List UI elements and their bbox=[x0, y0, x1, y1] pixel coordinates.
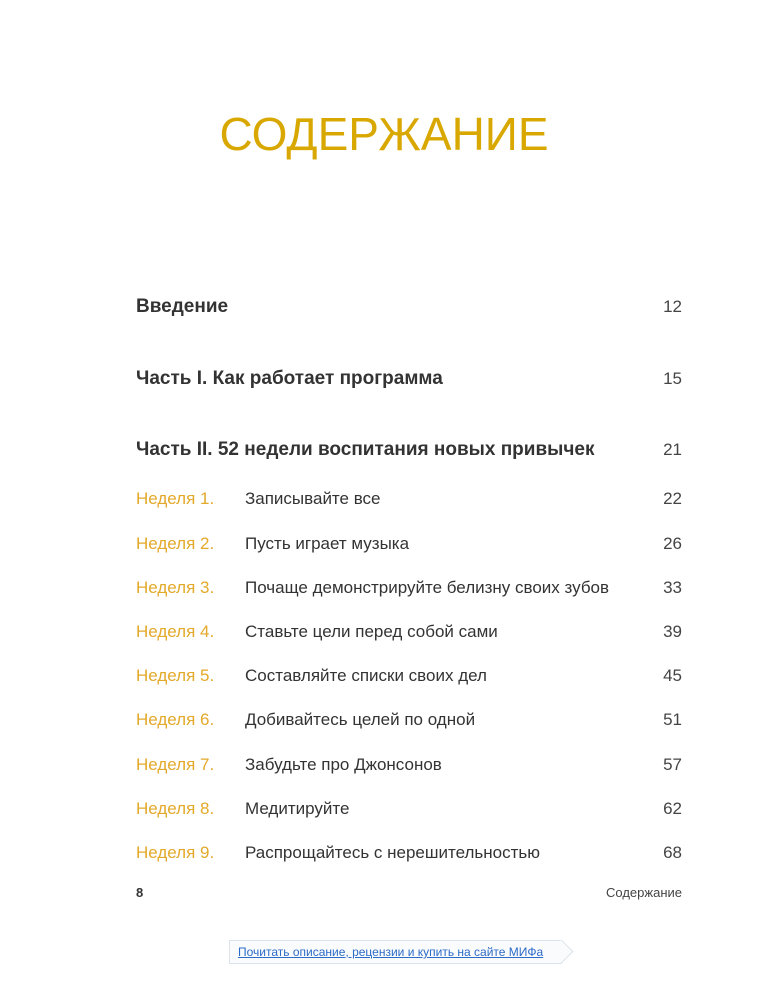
week-label: Неделя 4. bbox=[136, 622, 215, 641]
toc-entry-week-5[interactable] bbox=[136, 661, 682, 691]
week-label: Неделя 1. bbox=[136, 489, 215, 508]
toc-entry-week-4[interactable] bbox=[136, 617, 682, 647]
toc-entry-week-6[interactable] bbox=[136, 705, 682, 735]
toc-entry-page: 39 bbox=[663, 622, 682, 641]
toc-entry-page: 15 bbox=[663, 369, 682, 388]
week-title: Добивайтесь целей по одной bbox=[245, 710, 476, 729]
week-title: Пусть играет музыка bbox=[245, 534, 410, 553]
week-label: Неделя 6. bbox=[136, 710, 215, 729]
week-label: Неделя 3. bbox=[136, 578, 215, 597]
toc-entry-week-9[interactable] bbox=[136, 838, 682, 868]
toc-entry-page: 51 bbox=[663, 710, 682, 729]
week-title: Составляйте списки своих дел bbox=[245, 666, 487, 685]
week-title: Распрощайтесь с нерешительностью bbox=[245, 843, 541, 862]
page-title: СОДЕРЖАНИЕ bbox=[219, 108, 549, 160]
toc-entry-page: 62 bbox=[663, 799, 682, 818]
week-label: Неделя 7. bbox=[136, 755, 215, 774]
toc-entry-page: 12 bbox=[663, 297, 682, 316]
toc-entry-week-8[interactable] bbox=[136, 794, 682, 824]
toc-entry-part-2[interactable] bbox=[136, 435, 682, 465]
week-title: Забудьте про Джонсонов bbox=[245, 755, 442, 774]
week-title: Ставьте цели перед собой сами bbox=[245, 622, 498, 641]
toc-entry-week-2[interactable] bbox=[136, 529, 682, 559]
week-title: Медитируйте bbox=[245, 799, 350, 818]
buy-link[interactable]: Почитать описание, рецензии и купить на сайте МИФа bbox=[229, 940, 562, 964]
toc-entry-title: Часть II. 52 недели воспитания новых привычек bbox=[136, 439, 595, 460]
toc-entry-page: 21 bbox=[663, 440, 682, 459]
toc-entry-week-7[interactable] bbox=[136, 750, 682, 780]
toc-entry-introduction[interactable] bbox=[136, 292, 682, 322]
toc-entry-title: Введение bbox=[136, 296, 229, 317]
footer-page-number: 8 bbox=[136, 885, 144, 900]
toc-entry-title: Часть I. Как работает программа bbox=[136, 368, 443, 389]
toc-entry-page: 57 bbox=[663, 755, 682, 774]
week-label: Неделя 5. bbox=[136, 666, 215, 685]
toc-entry-page: 26 bbox=[663, 534, 682, 553]
toc-entry-week-3[interactable] bbox=[136, 573, 682, 603]
toc-entry-page: 22 bbox=[663, 489, 682, 508]
toc-entry-page: 45 bbox=[663, 666, 682, 685]
week-title: Записывайте все bbox=[245, 489, 381, 508]
week-label: Неделя 2. bbox=[136, 534, 215, 553]
toc-entry-page: 68 bbox=[663, 843, 682, 862]
week-title: Почаще демонстрируйте белизну своих зубов bbox=[245, 578, 610, 597]
week-label: Неделя 8. bbox=[136, 799, 215, 818]
toc-entry-page: 33 bbox=[663, 578, 682, 597]
toc-entry-part-1[interactable] bbox=[136, 364, 682, 394]
toc-entry-week-1[interactable] bbox=[136, 484, 682, 514]
week-label: Неделя 9. bbox=[136, 843, 215, 862]
footer-section-title: Содержание bbox=[606, 885, 682, 900]
